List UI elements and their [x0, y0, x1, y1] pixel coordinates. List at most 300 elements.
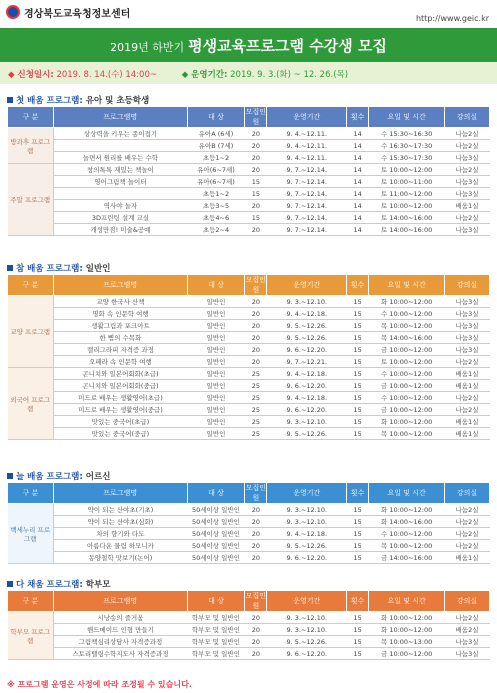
- table-cell: 금 10:00~12:00: [369, 404, 445, 416]
- program-table: [7, 106, 490, 236]
- table-cell: 핸드메이드 인형 만들기: [53, 624, 187, 636]
- table-cell: 화 10:00~12:00: [369, 504, 445, 516]
- table-cell: 9. 4.~12.18.: [267, 392, 347, 404]
- column-header: 요일 및 시간: [369, 591, 445, 612]
- table-cell: 9. 5.~12.26.: [267, 332, 347, 344]
- table-cell: 일반인: [187, 296, 245, 308]
- category-cell: 방과후 프로그램: [8, 128, 54, 164]
- section-title: 늘 배움 프로그램:: [16, 472, 83, 482]
- table-cell: 상상력을 키우는 종이접기: [53, 128, 187, 140]
- table-cell: 15: [347, 528, 369, 540]
- table-cell: 50세이상 일반인: [187, 528, 245, 540]
- table-cell: 14: [347, 224, 369, 236]
- category-cell: 백세누리 프로그램: [8, 504, 54, 564]
- column-header: 강의실: [445, 483, 490, 504]
- table-cell: 토 10:00~12:00: [369, 356, 445, 368]
- table-cell: 배움1실: [445, 416, 490, 428]
- table-cell: 20: [245, 224, 267, 236]
- table-header: [8, 107, 490, 128]
- table-cell: 9. 4.~12.11.: [267, 128, 347, 140]
- table-cell: 14: [347, 128, 369, 140]
- table-cell: 유아(6~7세): [187, 176, 245, 188]
- table-cell: 스토리텔링수학지도사 자격증과정: [53, 648, 187, 660]
- table-cell: 15: [347, 356, 369, 368]
- category-cell: 주말 프로그램: [8, 164, 54, 236]
- column-header: 대 상: [187, 483, 245, 504]
- table-cell: 금 14:00~16:00: [369, 552, 445, 564]
- table-cell: 20: [245, 648, 267, 660]
- table-cell: 캘리그라피 자격증 과정: [53, 344, 187, 356]
- table-cell: 15: [347, 320, 369, 332]
- table-cell: 곤니치와 일본어회화(중급): [53, 380, 187, 392]
- section-title: 첫 배움 프로그램:: [16, 96, 83, 106]
- table-cell: 배움1실: [445, 200, 490, 212]
- table-row: [8, 164, 490, 176]
- table-cell: 15: [347, 624, 369, 636]
- table-cell: 9. 4.~12.18.: [267, 368, 347, 380]
- table-cell: 놀면서 원리를 배우는 수학: [53, 152, 187, 164]
- table-cell: 나눔3실: [445, 344, 490, 356]
- table-cell: 초등3~5: [187, 200, 245, 212]
- table-cell: 20: [245, 540, 267, 552]
- column-header: 대 상: [187, 275, 245, 296]
- table-cell: 9. 7.~12.14.: [267, 188, 347, 200]
- table-cell: 수 10:00~12:00: [369, 308, 445, 320]
- table-cell: 50세이상 일반인: [187, 516, 245, 528]
- period-value: 2019. 9. 3.(화) ~ 12. 26.(목): [230, 70, 349, 80]
- apply-value: 2019. 8. 14.(수) 14:00~: [56, 70, 157, 80]
- table-cell: 수 10:00~12:00: [369, 368, 445, 380]
- column-header: 모집인원: [245, 484, 267, 502]
- table-row: [8, 344, 490, 356]
- table-cell: 학부모 및 일반인: [187, 612, 245, 624]
- column-header: 강의실: [445, 275, 490, 296]
- table-cell: 14: [347, 188, 369, 200]
- table-cell: 9. 7.~12.14.: [267, 200, 347, 212]
- table-cell: 배움2실: [445, 624, 490, 636]
- table-cell: 차의 향기와 다도: [53, 528, 187, 540]
- table-cell: 20: [245, 624, 267, 636]
- period-label: ◆ 운영기간:: [181, 70, 228, 80]
- title-main: 평생교육프로그램 수강생 모집: [188, 37, 387, 55]
- table-cell: 목 10:00~12:00: [369, 428, 445, 440]
- table-cell: 9. 6.~12.20.: [267, 404, 347, 416]
- column-header: 프로그램명: [53, 591, 187, 612]
- table-cell: 일반인: [187, 404, 245, 416]
- table-cell: 9. 3.~12.10.: [267, 624, 347, 636]
- table-cell: 동양철학 맛보기(논어): [53, 552, 187, 564]
- table-cell: 그림책심리상담사 자격증과정: [53, 636, 187, 648]
- table-cell: 한 뼘의 수목화: [53, 332, 187, 344]
- table-cell: 일반인: [187, 380, 245, 392]
- table-cell: 토 10:00~12:00: [369, 200, 445, 212]
- table-cell: 수 10:00~12:00: [369, 528, 445, 540]
- table-cell: 유아B (7세): [187, 140, 245, 152]
- table-cell: [53, 188, 187, 200]
- table-cell: 일반인: [187, 320, 245, 332]
- table-cell: 9. 5.~12.26.: [267, 428, 347, 440]
- table-cell: 9. 7.~12.21.: [267, 356, 347, 368]
- table-cell: 일반인: [187, 356, 245, 368]
- table-cell: 나눔3실: [445, 296, 490, 308]
- table-cell: 초등4~6: [187, 212, 245, 224]
- column-header: 운영기간: [267, 483, 347, 504]
- table-cell: 50세이상 일반인: [187, 504, 245, 516]
- table-row: [8, 224, 490, 236]
- footnote: ※ 프로그램 운영은 사정에 따라 조정될 수 있습니다.: [7, 680, 192, 689]
- table-header: [8, 275, 490, 296]
- table-cell: 오페라 속 인문학 여행: [53, 356, 187, 368]
- table-cell: 15: [245, 212, 267, 224]
- column-header: 요일 및 시간: [369, 483, 445, 504]
- table-row: [8, 380, 490, 392]
- table-cell: 나눔3실: [445, 320, 490, 332]
- table-cell: 화 10:00~12:00: [369, 296, 445, 308]
- table-cell: 수 15:30~17:30: [369, 152, 445, 164]
- table-row: [8, 332, 490, 344]
- table-cell: 25: [245, 428, 267, 440]
- table-cell: 9. 3.~12.10.: [267, 504, 347, 516]
- table-cell: 명화 속 인문학 여행: [53, 308, 187, 320]
- table-cell: 나눔2실: [445, 404, 490, 416]
- column-header: 횟수: [347, 275, 369, 296]
- column-header: 요일 및 시간: [369, 107, 445, 128]
- table-cell: 일반인: [187, 308, 245, 320]
- table-cell: 14: [347, 140, 369, 152]
- column-header: 운영기간: [267, 107, 347, 128]
- table-cell: 9. 3.~12.10.: [267, 516, 347, 528]
- table-cell: 일반인: [187, 392, 245, 404]
- column-header: 횟수: [347, 107, 369, 128]
- table-cell: 영어그림책 놀이터: [53, 176, 187, 188]
- table-cell: 약이 되는 산야초(기초): [53, 504, 187, 516]
- table-cell: 9. 5.~12.26.: [267, 636, 347, 648]
- table-cell: 교양 한국사 산책: [53, 296, 187, 308]
- column-header: 모집인원: [245, 108, 267, 126]
- table-cell: 미드로 배우는 생활영어(초급): [53, 392, 187, 404]
- column-header: 프로그램명: [53, 275, 187, 296]
- table-cell: 9. 6.~12.20.: [267, 552, 347, 564]
- section-subtitle: 유아 및 초등학생: [85, 96, 150, 106]
- table-cell: 9. 7.~12.14.: [267, 176, 347, 188]
- program-table: [7, 482, 490, 564]
- table-cell: 15: [347, 416, 369, 428]
- table-cell: 20: [245, 344, 267, 356]
- category-cell: 교양 프로그램: [8, 296, 54, 368]
- table-cell: 20: [245, 296, 267, 308]
- table-row: [8, 176, 490, 188]
- table-cell: 일반인: [187, 416, 245, 428]
- table-cell: 20: [245, 552, 267, 564]
- table-cell: 15: [347, 612, 369, 624]
- table-cell: 9. 7.~12.14.: [267, 164, 347, 176]
- table-cell: 9. 3.~12.10.: [267, 296, 347, 308]
- table-cell: 9. 5.~12.26.: [267, 540, 347, 552]
- table-cell: 15: [347, 648, 369, 660]
- section-subtitle: 일반인: [85, 264, 111, 274]
- table-cell: 일반인: [187, 368, 245, 380]
- table-cell: 20: [245, 612, 267, 624]
- table-row: [8, 528, 490, 540]
- table-cell: 나눔3실: [445, 308, 490, 320]
- table-cell: 25: [245, 392, 267, 404]
- table-cell: 목 10:00~12:00: [369, 320, 445, 332]
- table-cell: 25: [245, 368, 267, 380]
- org-name: 경상북도교육청정보센터: [24, 9, 131, 20]
- table-cell: 시낭송의 즐거움: [53, 612, 187, 624]
- program-table: [7, 274, 490, 440]
- table-cell: 20: [245, 152, 267, 164]
- table-cell: 15: [347, 504, 369, 516]
- table-cell: 나눔3실: [445, 332, 490, 344]
- table-cell: 20: [245, 128, 267, 140]
- table-cell: 토 11:00~12:00: [369, 188, 445, 200]
- table-row: [8, 416, 490, 428]
- table-cell: 20: [245, 528, 267, 540]
- table-cell: 14: [347, 176, 369, 188]
- table-cell: 아름다운 물림 하모니카: [53, 540, 187, 552]
- table-row: [8, 140, 490, 152]
- table-cell: 15: [347, 332, 369, 344]
- square-icon: [7, 581, 13, 587]
- table-cell: 9. 3.~12.10.: [267, 612, 347, 624]
- table-cell: 금 10:00~12:00: [369, 344, 445, 356]
- table-row: [8, 648, 490, 660]
- table-cell: 20: [245, 636, 267, 648]
- table-cell: 나눔2실: [445, 356, 490, 368]
- table-cell: 수 16:30~17:30: [369, 140, 445, 152]
- table-cell: 초등1~2: [187, 188, 245, 200]
- table-cell: 학부모 및 일반인: [187, 648, 245, 660]
- table-row: [8, 320, 490, 332]
- logo-icon: [6, 5, 20, 19]
- table-cell: 화 10:00~12:00: [369, 416, 445, 428]
- table-cell: 15: [347, 636, 369, 648]
- section-heading: [7, 578, 110, 590]
- table-cell: 화 14:00~16:00: [369, 516, 445, 528]
- column-header: 횟수: [347, 591, 369, 612]
- column-header: 모집인원: [245, 592, 267, 610]
- table-cell: 금 10:00~12:00: [369, 648, 445, 660]
- table-cell: 나눔2실: [445, 516, 490, 528]
- table-cell: 목 10:00~13:00: [369, 636, 445, 648]
- table-cell: 3D프린팅 설계 교실: [53, 212, 187, 224]
- table-cell: 나눔3실: [445, 636, 490, 648]
- table-cell: 목 10:00~12:00: [369, 540, 445, 552]
- table-cell: 토 10:00~12:00: [369, 164, 445, 176]
- table-cell: 50세이상 일반인: [187, 552, 245, 564]
- table-row: [8, 212, 490, 224]
- section-subtitle: 어르신: [85, 472, 111, 482]
- table-cell: 배움1실: [445, 428, 490, 440]
- table-cell: 맛있는 중국어(초급): [53, 416, 187, 428]
- table-cell: 유아(6~7세): [187, 164, 245, 176]
- table-cell: 배움1실: [445, 552, 490, 564]
- table-cell: 학부모 및 일반인: [187, 636, 245, 648]
- page-title: [0, 35, 497, 56]
- column-header: 대 상: [187, 591, 245, 612]
- table-cell: 25: [245, 416, 267, 428]
- table-cell: 목 14:00~16:00: [369, 332, 445, 344]
- apply-label: ◆ 신청일시:: [8, 70, 54, 80]
- table-cell: 15: [245, 188, 267, 200]
- table-cell: 9. 6.~12.20.: [267, 344, 347, 356]
- table-cell: 나눔2실: [445, 392, 490, 404]
- table-cell: 나눔2실: [445, 540, 490, 552]
- column-header: 요일 및 시간: [369, 275, 445, 296]
- table-row: [8, 624, 490, 636]
- table-cell: 토 14:00~16:00: [369, 212, 445, 224]
- table-cell: 나눔2실: [445, 164, 490, 176]
- table-cell: 나눔2실: [445, 212, 490, 224]
- column-header: 운영기간: [267, 275, 347, 296]
- table-row: [8, 540, 490, 552]
- table-cell: 20: [245, 140, 267, 152]
- table-cell: 20: [245, 504, 267, 516]
- table-row: [8, 356, 490, 368]
- column-header: 대 상: [187, 107, 245, 128]
- table-cell: 일반인: [187, 344, 245, 356]
- table-cell: 20: [245, 200, 267, 212]
- table-cell: 수 10:00~12:00: [369, 392, 445, 404]
- category-cell: 외국어 프로그램: [8, 368, 54, 440]
- table-cell: 나눔3실: [445, 188, 490, 200]
- info-bar: [0, 62, 497, 84]
- table-row: [8, 404, 490, 416]
- table-cell: 나눔3실: [445, 152, 490, 164]
- table-cell: 15: [347, 540, 369, 552]
- column-header: 운영기간: [267, 591, 347, 612]
- table-cell: 9. 7.~12.14.: [267, 224, 347, 236]
- table-cell: 15: [347, 380, 369, 392]
- section-subtitle: 학부모: [85, 580, 111, 590]
- table-cell: 15: [347, 552, 369, 564]
- table-cell: 약이 되는 산야초(심화): [53, 516, 187, 528]
- table-row: [8, 368, 490, 380]
- table-cell: 배움1실: [445, 368, 490, 380]
- table-row: [8, 636, 490, 648]
- square-icon: [7, 265, 13, 271]
- table-cell: 배움1실: [445, 380, 490, 392]
- table-row: [8, 308, 490, 320]
- table-cell: 초등2~4: [187, 224, 245, 236]
- section-title: 참 배움 프로그램:: [16, 264, 83, 274]
- table-cell: 9. 5.~12.26.: [267, 320, 347, 332]
- table-row: [8, 392, 490, 404]
- column-header: 강의실: [445, 591, 490, 612]
- table-row: [8, 612, 490, 624]
- table-cell: 20: [245, 164, 267, 176]
- table-cell: 15: [347, 368, 369, 380]
- table-row: [8, 128, 490, 140]
- table-cell: 9. 6.~12.20.: [267, 648, 347, 660]
- table-cell: 창의톡톡 재밌는 책놀이: [53, 164, 187, 176]
- table-cell: 맛있는 중국어(중급): [53, 428, 187, 440]
- table-cell: 9. 3.~12.10.: [267, 416, 347, 428]
- table-cell: 나눔3실: [445, 176, 490, 188]
- category-cell: 학부모 프로그램: [8, 612, 54, 660]
- table-cell: 일반인: [187, 332, 245, 344]
- section-heading: [7, 262, 110, 274]
- column-header: 구 분: [8, 275, 54, 296]
- table-cell: 9. 4.~12.18.: [267, 308, 347, 320]
- table-cell: 9. 4.~12.11.: [267, 152, 347, 164]
- table-cell: 나눔3실: [445, 224, 490, 236]
- table-cell: 나눔2실: [445, 528, 490, 540]
- table-cell: 20: [245, 308, 267, 320]
- table-cell: 생활그림과 포크아트: [53, 320, 187, 332]
- table-row: [8, 552, 490, 564]
- table-cell: 14: [347, 200, 369, 212]
- title-prefix: 2019년 하반기: [110, 41, 185, 54]
- table-cell: 금 10:00~12:00: [369, 380, 445, 392]
- column-header: 구 분: [8, 591, 54, 612]
- table-cell: 역사야 놀자: [53, 200, 187, 212]
- table-row: [8, 200, 490, 212]
- table-row: [8, 188, 490, 200]
- table-cell: 나눔2실: [445, 504, 490, 516]
- column-header: 강의실: [445, 107, 490, 128]
- table-cell: 15: [347, 404, 369, 416]
- table-cell: 15: [347, 516, 369, 528]
- column-header: 모집인원: [245, 276, 267, 294]
- square-icon: [7, 97, 13, 103]
- table-cell: 15: [347, 296, 369, 308]
- section-heading: [7, 94, 149, 106]
- table-cell: 14: [347, 212, 369, 224]
- table-cell: 9. 4.~12.18.: [267, 528, 347, 540]
- table-cell: 50세이상 일반인: [187, 540, 245, 552]
- table-cell: 20: [245, 516, 267, 528]
- table-cell: 20: [245, 356, 267, 368]
- table-cell: 15: [347, 344, 369, 356]
- table-cell: 나눔2실: [445, 140, 490, 152]
- section-heading: [7, 470, 110, 482]
- table-cell: 나눔2실: [445, 128, 490, 140]
- table-cell: 화 10:00~12:00: [369, 612, 445, 624]
- section-title: 다 채움 프로그램:: [16, 580, 83, 590]
- table-cell: 나눔2실: [445, 612, 490, 624]
- program-table: [7, 590, 490, 660]
- table-cell: 수 15:30~16:30: [369, 128, 445, 140]
- table-header: [8, 591, 490, 612]
- table-cell: 초등1~2: [187, 152, 245, 164]
- column-header: 횟수: [347, 483, 369, 504]
- column-header: 프로그램명: [53, 483, 187, 504]
- table-cell: 20: [245, 332, 267, 344]
- table-cell: 15: [347, 392, 369, 404]
- column-header: 프로그램명: [53, 107, 187, 128]
- table-cell: 곤니치와 일본어회화(초급): [53, 368, 187, 380]
- column-header: 구 분: [8, 483, 54, 504]
- table-row: [8, 152, 490, 164]
- table-row: [8, 504, 490, 516]
- table-cell: 15: [347, 428, 369, 440]
- table-cell: 토 14:00~16:00: [369, 224, 445, 236]
- square-icon: [7, 473, 13, 479]
- table-cell: 14: [347, 164, 369, 176]
- table-cell: 학부모 및 일반인: [187, 624, 245, 636]
- table-cell: 화 10:00~12:00: [369, 624, 445, 636]
- table-header: [8, 483, 490, 504]
- table-row: [8, 296, 490, 308]
- site-url[interactable]: http://www.geic.kr: [415, 14, 489, 23]
- table-cell: 14: [347, 152, 369, 164]
- table-cell: 15: [347, 308, 369, 320]
- table-cell: 15: [245, 176, 267, 188]
- table-cell: 유아A (6세): [187, 128, 245, 140]
- table-cell: 9. 7.~12.14.: [267, 212, 347, 224]
